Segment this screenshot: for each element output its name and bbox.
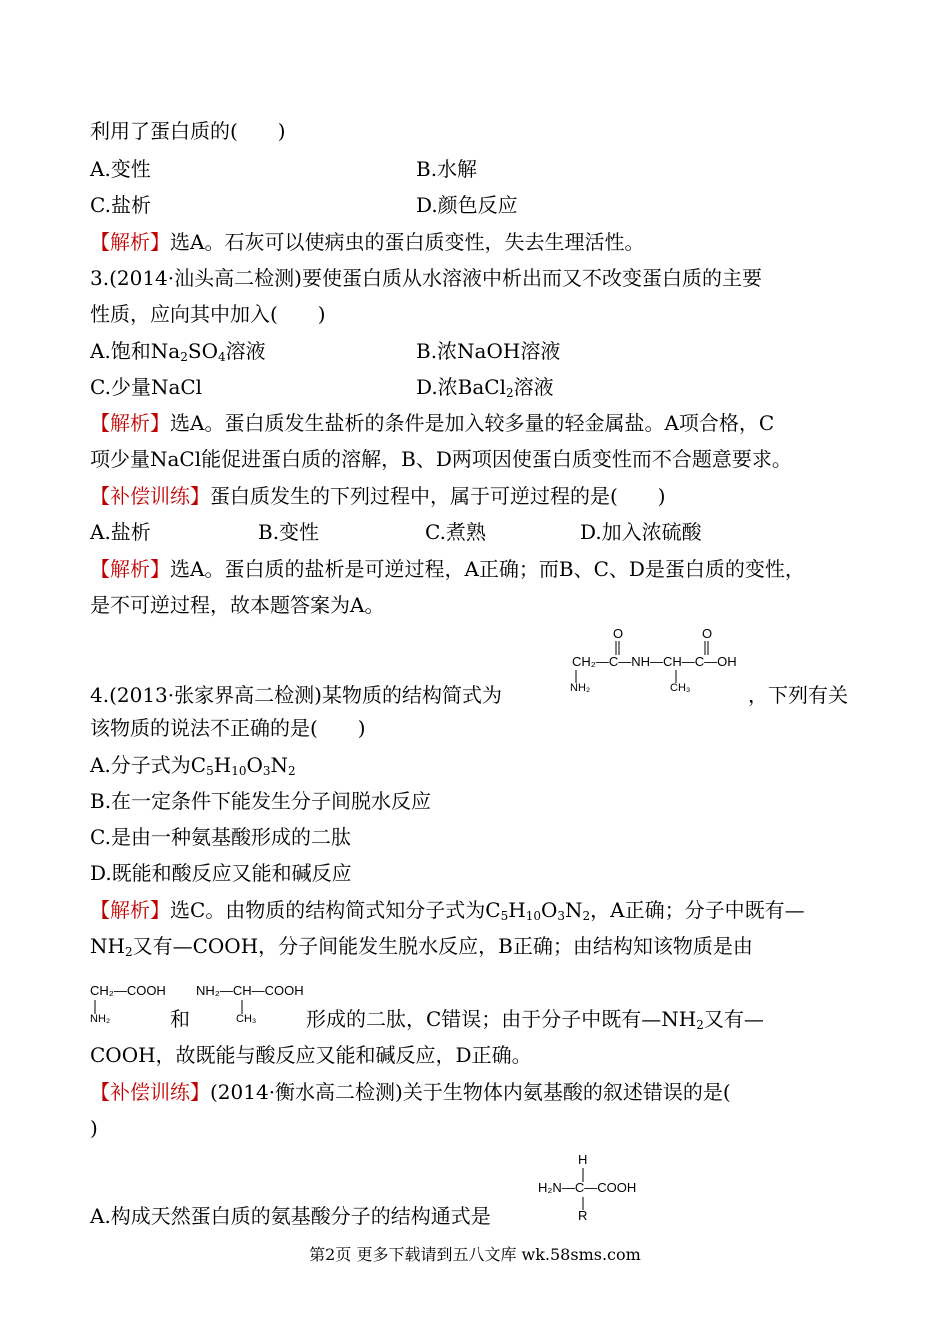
option-a: A.变性 xyxy=(90,157,151,181)
supplement-2-option-a: A.构成天然蛋白质的氨基酸分子的结构通式是 xyxy=(90,1204,491,1228)
analysis-tag: 【解析】 xyxy=(90,230,170,254)
analysis-3-line-2: 项少量NaCl能促进蛋白质的溶解，B、D两项因使蛋白质变性而不合题意要求。 xyxy=(90,447,792,471)
q3-option-row-a-b xyxy=(90,337,561,365)
analysis-3-line-1: 【解析】选A。蛋白质发生盐析的条件是加入较多量的轻金属盐。A项合格，C xyxy=(90,411,775,435)
analysis-4-line-4: COOH，故既能与酸反应又能和碱反应，D正确。 xyxy=(90,1043,532,1067)
question-4-line-1: 4.(2013·张家界高二检测)某物质的结构简式为 ，下列有关 xyxy=(90,683,848,707)
option-row-a-b xyxy=(90,155,478,183)
s1-option-b: B.变性 xyxy=(258,520,320,544)
page-footer: 第2页 更多下载请到五八文库 wk.58sms.com xyxy=(309,1245,641,1264)
supplement-tag: 【补偿训练】 xyxy=(90,484,210,508)
supplement-tag: 【补偿训练】 xyxy=(90,1080,210,1104)
s1-option-c: C.煮熟 xyxy=(425,520,486,544)
general-bonds xyxy=(538,1152,648,1224)
alanine-structure: NH₂—CH—COOH CH₃ xyxy=(196,983,316,1033)
analysis-4-line-2: $NH_2$又有—COOH，分子间能发生脱水反应，B正确；由结构知该物质是由 xyxy=(90,934,753,959)
analysis-s1-line-2: 是不可逆过程，故本题答案为A。 xyxy=(90,593,385,617)
analysis-4-line-1: 【解析】选C。由物质的结构简式知分子式为$C_5H_{10}O_3N_2$，A正确；分子中既有— xyxy=(90,898,805,923)
supplement-2-line-1: 【补偿训练】(2014·衡水高二检测)关于生物体内氨基酸的叙述错误的是( xyxy=(90,1080,731,1104)
supplement-1-options xyxy=(90,518,702,546)
question-3-line-1: 3.(2014·汕头高二检测)要使蛋白质从水溶液中析出而又不改变蛋白质的主要 xyxy=(90,266,762,290)
glycine-structure: CH₂—COOH NH₂ xyxy=(90,983,180,1033)
option-d: D.颜色反应 xyxy=(416,193,518,217)
supplement-1: 【补偿训练】蛋白质发生的下列过程中，属于可逆过程的是( ) xyxy=(90,484,666,508)
supplement-2-line-2: ) xyxy=(90,1116,98,1140)
q3-option-a: A.饱和$Na_2SO_4$溶液 xyxy=(90,339,266,364)
question-3-line-2: 性质，应向其中加入( ) xyxy=(90,302,326,326)
q3-option-row-c-d xyxy=(90,373,554,401)
alanine-bonds xyxy=(196,983,316,1033)
glycine-bonds xyxy=(90,983,180,1033)
s1-option-d: D.加入浓硫酸 xyxy=(580,520,702,544)
option-row-c-d xyxy=(90,191,518,219)
q3-option-c: C.少量NaCl xyxy=(90,375,203,399)
q3-option-d: D.浓BaCl$_2$溶液 xyxy=(416,375,554,400)
s1-option-a: A.盐析 xyxy=(90,520,151,544)
analysis-tag: 【解析】 xyxy=(90,898,170,922)
analysis-s1-line-1: 【解析】选A。蛋白质的盐析是可逆过程，A正确；而B、C、D是蛋白质的变性， xyxy=(90,557,805,581)
q4-option-c: C.是由一种氨基酸形成的二肽 xyxy=(90,825,351,849)
dipeptide-structure: O O CH₂—C—NH—CH—C—OH NH₂ CH₃ xyxy=(570,626,780,696)
amino-acid-general-structure: H H₂N—C—COOH R xyxy=(538,1152,648,1224)
question-4-line-2: 该物质的说法不正确的是( ) xyxy=(90,716,366,740)
q4-option-d: D.既能和酸反应又能和碱反应 xyxy=(90,861,352,885)
q3-option-b: B.浓NaOH溶液 xyxy=(416,339,561,363)
option-b: B.水解 xyxy=(416,157,478,181)
q4-option-a: A.分子式为$C_5H_{10}O_3N_2$ xyxy=(90,753,296,778)
line-1: 利用了蛋白质的( ) xyxy=(90,119,286,143)
q4-option-b: B.在一定条件下能发生分子间脱水反应 xyxy=(90,789,432,813)
analysis-2: 【解析】选A。石灰可以使病虫的蛋白质变性，失去生理活性。 xyxy=(90,230,645,254)
option-c: C.盐析 xyxy=(90,193,151,217)
analysis-tag: 【解析】 xyxy=(90,557,170,581)
analysis-tag: 【解析】 xyxy=(90,411,170,435)
